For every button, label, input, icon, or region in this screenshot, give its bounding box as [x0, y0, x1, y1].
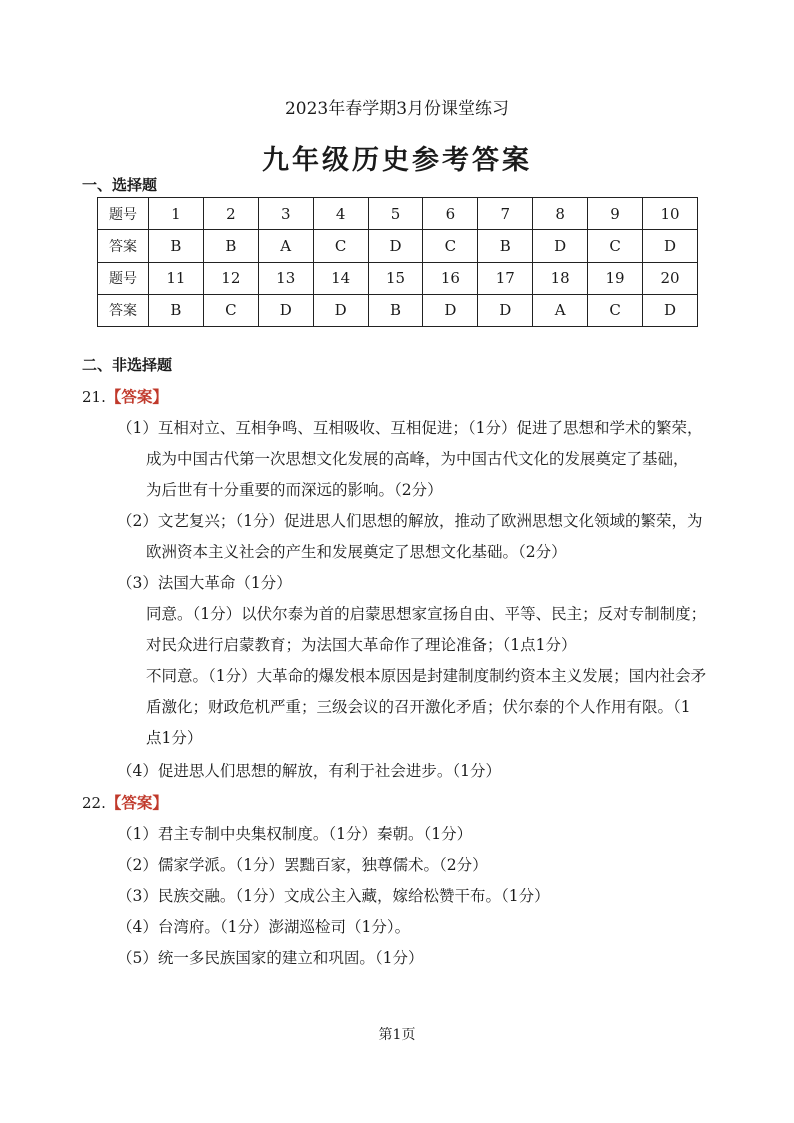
- answer-cell: D: [643, 294, 698, 326]
- question-number: 13: [258, 262, 313, 294]
- question-number: 22.: [82, 794, 106, 812]
- row-label: 题号: [98, 262, 149, 294]
- answer-line: 成为中国古代第一次思想文化发展的高峰，为中国古代文化的发展奠定了基础，: [146, 450, 689, 468]
- answer-cell: D: [533, 230, 588, 262]
- answer-cell: C: [313, 230, 368, 262]
- answer-line: 欧洲资本主义社会的产生和发展奠定了思想文化基础。（2分）: [146, 543, 567, 561]
- question-number: 1: [149, 198, 204, 230]
- question-number: 5: [368, 198, 423, 230]
- answer-cell: A: [533, 294, 588, 326]
- answer-line: （1）君主专制中央集权制度。（1分）秦朝。（1分）: [117, 825, 473, 843]
- document-title: 九年级历史参考答案: [262, 145, 532, 176]
- question-number: 3: [258, 198, 313, 230]
- table-row: [98, 230, 698, 262]
- answer-line: 同意。（1分）以伏尔泰为首的启蒙思想家宣扬自由、平等、民主；反对专制制度；: [146, 605, 707, 623]
- answer-cell: C: [588, 230, 643, 262]
- question-number: 7: [478, 198, 533, 230]
- answer-cell: C: [423, 230, 478, 262]
- table-row: [98, 198, 698, 230]
- question-number: 11: [149, 262, 204, 294]
- question-number: 16: [423, 262, 478, 294]
- question-number: 15: [368, 262, 423, 294]
- answer-cell: D: [368, 230, 423, 262]
- table-row: [98, 294, 698, 326]
- answer-line: （3）民族交融。（1分）文成公主入藏，嫁给松赞干布。（1分）: [117, 887, 550, 905]
- answer-cell: B: [478, 230, 533, 262]
- question-number: 9: [588, 198, 643, 230]
- answer-line: （4）促进思人们思想的解放，有利于社会进步。（1分）: [117, 762, 501, 780]
- answer-cell: C: [203, 294, 258, 326]
- row-label: 答案: [98, 230, 149, 262]
- question-number: 4: [313, 198, 368, 230]
- question-number: 17: [478, 262, 533, 294]
- section1-heading: 一、选择题: [82, 176, 158, 194]
- table-row: [98, 262, 698, 294]
- question-number: 19: [588, 262, 643, 294]
- question-number: 21.: [82, 388, 106, 406]
- answer-table: [97, 197, 698, 327]
- question-number: 8: [533, 198, 588, 230]
- answer-line: 盾激化；财政危机严重；三级会议的召开激化矛盾；伏尔泰的个人作用有限。（1: [146, 698, 691, 716]
- answer-cell: D: [478, 294, 533, 326]
- answer-line: （1）互相对立、互相争鸣、互相吸收、互相促进；（1分）促进了思想和学术的繁荣，: [117, 419, 703, 437]
- answer-cell: B: [368, 294, 423, 326]
- question-number: 2: [203, 198, 258, 230]
- answer-cell: D: [423, 294, 478, 326]
- answer-cell: B: [149, 294, 204, 326]
- answer-line: 对民众进行启蒙教育；为法国大革命作了理论准备；（1点1分）: [146, 636, 577, 654]
- answer-cell: A: [258, 230, 313, 262]
- document-subtitle: 2023年春学期3月份课堂练习: [284, 99, 510, 119]
- answer-line: （2）儒家学派。（1分）罢黜百家，独尊儒术。（2分）: [117, 856, 488, 874]
- answer-line: （4）台湾府。（1分）澎湖巡检司（1分）。: [117, 918, 411, 936]
- section2-heading: 二、非选择题: [82, 356, 173, 374]
- page-number: 第1页: [378, 1027, 416, 1043]
- answer-line: （5）统一多民族国家的建立和巩固。（1分）: [117, 949, 424, 967]
- row-label: 答案: [98, 294, 149, 326]
- q22-header: [82, 791, 168, 813]
- row-label: 题号: [98, 198, 149, 230]
- q21-header: [82, 385, 168, 407]
- answer-cell: B: [203, 230, 258, 262]
- answer-line: （2）文艺复兴；（1分）促进思人们思想的解放，推动了欧洲思想文化领域的繁荣，为: [117, 512, 703, 530]
- question-number: 6: [423, 198, 478, 230]
- answer-line: 点1分）: [146, 729, 203, 747]
- answer-cell: D: [643, 230, 698, 262]
- question-number: 20: [643, 262, 698, 294]
- answer-cell: D: [258, 294, 313, 326]
- question-number: 12: [203, 262, 258, 294]
- answer-tag: 【答案】: [105, 388, 168, 406]
- question-number: 18: [533, 262, 588, 294]
- answer-cell: C: [588, 294, 643, 326]
- answer-line: 不同意。（1分）大革命的爆发根本原因是封建制度制约资本主义发展；国内社会矛: [146, 667, 707, 685]
- answer-line: （3）法国大革命（1分）: [117, 574, 292, 592]
- answer-tag: 【答案】: [105, 794, 168, 812]
- answer-line: 为后世有十分重要的而深远的影响。（2分）: [146, 481, 443, 499]
- question-number: 14: [313, 262, 368, 294]
- answer-cell: D: [313, 294, 368, 326]
- question-number: 10: [643, 198, 698, 230]
- answer-cell: B: [149, 230, 204, 262]
